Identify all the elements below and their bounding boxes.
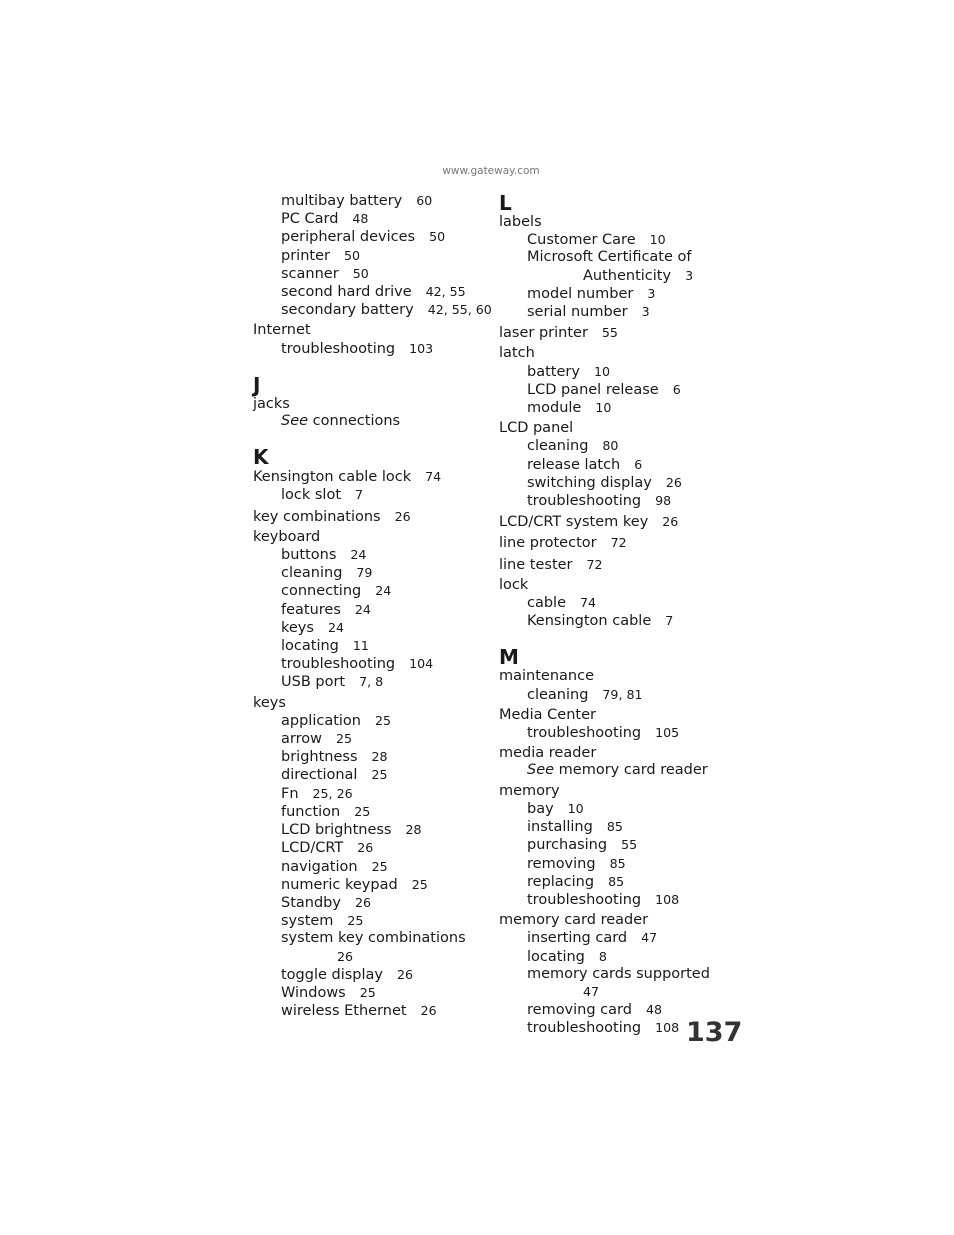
page-reference: 3 [641, 304, 650, 320]
index-subentry [499, 891, 739, 909]
entry-term: system [281, 913, 334, 930]
entry-term: cable [527, 595, 567, 612]
index-subentry [253, 821, 493, 839]
index-continuation [499, 267, 739, 285]
page-reference: 50 [429, 229, 446, 245]
page-reference: 24 [327, 619, 344, 635]
entry-term: peripheral devices [281, 229, 416, 246]
entry-term: printer [281, 247, 330, 264]
index-subentry [253, 340, 493, 358]
page-reference: 85 [608, 873, 625, 889]
entry-term: memory card reader [499, 912, 649, 929]
index-entry [253, 322, 493, 339]
page-reference: 25, 26 [312, 785, 353, 801]
index-subentry [253, 785, 493, 803]
index-subentry [499, 363, 739, 381]
index-column-right [499, 192, 739, 1038]
entry-term: arrow [281, 731, 322, 748]
page-reference: 25 [374, 712, 392, 728]
entry-term: troubleshooting [527, 1020, 642, 1037]
entry-term: system key combinations [281, 930, 466, 947]
page-reference: 25 [354, 803, 371, 819]
section-letter: K [253, 445, 269, 470]
page-reference: 10 [593, 363, 610, 379]
entry-term: keys [281, 619, 314, 636]
entry-term: locating [527, 948, 585, 965]
page-reference: 25 [371, 767, 388, 783]
index-subentry [253, 876, 493, 894]
index-subentry [253, 210, 493, 228]
index-subentry [499, 762, 739, 779]
page-reference: 3 [647, 285, 656, 301]
index-subentry [253, 247, 493, 265]
page-reference: 74 [580, 595, 597, 611]
index-entry [253, 695, 493, 712]
entry-term: troubleshooting [281, 656, 396, 673]
page-reference: 60 [416, 193, 433, 208]
index-subentry [253, 673, 493, 691]
page-reference: 50 [343, 247, 360, 263]
page-reference: 28 [405, 822, 422, 838]
entry-term: directional [281, 767, 358, 784]
index-subentry [499, 929, 739, 947]
entry-term: inserting card [527, 930, 628, 947]
index-subentry [253, 894, 493, 912]
page-reference: 6 [634, 456, 643, 472]
page-reference: 26 [354, 894, 371, 910]
entry-term: line tester [499, 556, 573, 573]
index-entry [499, 668, 739, 685]
entry-term: USB port [281, 674, 346, 691]
entry-term: Standby [281, 894, 341, 911]
index-entry [499, 707, 739, 724]
entry-term: keys [253, 694, 286, 711]
index-subentry [499, 873, 739, 891]
entry-term: LCD panel release [527, 381, 659, 398]
entry-term: memory card reader [558, 762, 708, 779]
index-subentry [253, 413, 493, 430]
entry-term: replacing [527, 873, 595, 890]
entry-term: cleaning [527, 686, 589, 703]
entry-term: function [281, 803, 341, 820]
entry-term: cleaning [281, 565, 343, 582]
page-reference: 28 [371, 749, 388, 765]
entry-term: laser printer [499, 325, 588, 342]
page-reference: 103 [409, 340, 434, 356]
index-subentry [499, 724, 739, 742]
entry-term: wireless Ethernet [281, 1003, 407, 1020]
index-subentry [253, 546, 493, 564]
index-entry [499, 783, 739, 800]
page-reference: 105 [655, 725, 680, 741]
entry-term: module [527, 400, 582, 417]
entry-term: labels [499, 214, 542, 230]
index-subentry [499, 612, 739, 630]
index-subentry [253, 1002, 493, 1020]
entry-term: keyboard [253, 528, 321, 545]
entry-term: Authenticity [583, 267, 672, 284]
index-subentry [499, 437, 739, 455]
entry-term: Kensington cable [527, 613, 652, 630]
entry-term: bay [527, 800, 554, 817]
index-subentry [253, 283, 493, 301]
entry-term: troubleshooting [527, 891, 642, 908]
entry-term: brightness [281, 749, 358, 766]
index-entry [499, 345, 739, 362]
entry-term: toggle display [281, 966, 384, 983]
index-subentry [499, 800, 739, 818]
index-continuation [499, 983, 739, 1001]
index-continuation [253, 948, 493, 966]
page-reference: 7, 8 [359, 674, 384, 690]
page-reference: 74 [425, 469, 442, 485]
index-entry [499, 577, 739, 594]
index-subentry [499, 474, 739, 492]
page-reference: 108 [655, 1020, 680, 1036]
page-reference: 26 [662, 514, 679, 530]
index-subentry [499, 855, 739, 873]
page-reference: 85 [609, 855, 626, 871]
page-reference: 26 [420, 1003, 437, 1019]
entry-term: connecting [281, 583, 362, 600]
index-column-left [253, 192, 493, 1020]
entry-term: Internet [253, 322, 311, 339]
entry-term: troubleshooting [281, 340, 396, 357]
page-reference: 79, 81 [602, 686, 643, 702]
entry-term: installing [527, 819, 593, 836]
index-subentry [499, 381, 739, 399]
index-subentry [253, 301, 493, 319]
index-subentry [499, 818, 739, 836]
entry-term: features [281, 601, 341, 618]
page-reference: 25 [335, 731, 352, 747]
entry-term: secondary battery [281, 302, 414, 319]
index-subentry [499, 492, 739, 510]
index-subentry [253, 192, 493, 210]
page-reference: 42, 55, 60 [427, 302, 492, 318]
page-reference: 7 [355, 487, 364, 503]
index-subentry [253, 619, 493, 637]
page-reference: 25 [347, 913, 364, 929]
section-letter: J [253, 372, 261, 397]
index-subentry [499, 456, 739, 474]
page-reference: 104 [409, 656, 434, 672]
page-reference: 47 [583, 983, 600, 999]
entry-term: removing [527, 855, 596, 872]
entry-term: key combinations [253, 508, 381, 525]
entry-term: switching display [527, 474, 652, 491]
entry-term: lock [499, 576, 529, 593]
entry-term: second hard drive [281, 284, 412, 301]
page-reference: 72 [610, 535, 627, 551]
page-reference: 10 [595, 400, 612, 416]
page-reference: 48 [645, 1002, 662, 1018]
entry-term: numeric keypad [281, 876, 398, 893]
entry-term: locating [281, 638, 339, 655]
entry-term: LCD/CRT [281, 840, 344, 857]
index-subentry [253, 912, 493, 930]
page-reference: 55 [601, 325, 618, 341]
index-subentry [499, 399, 739, 417]
entry-term: troubleshooting [527, 493, 642, 510]
page-reference: 42, 55 [425, 284, 466, 300]
index-entry [253, 468, 493, 486]
entry-term: memory cards supported [527, 965, 710, 982]
index-subentry [499, 231, 739, 249]
entry-term: model number [527, 285, 634, 302]
entry-term: Windows [281, 984, 346, 1001]
page-reference: 47 [641, 930, 658, 946]
page-reference: 98 [655, 493, 672, 509]
entry-term: media reader [499, 745, 597, 762]
index-entry [253, 396, 493, 413]
page-reference: 10 [567, 800, 584, 816]
entry-term: release latch [527, 456, 621, 473]
page-reference: 24 [350, 547, 367, 563]
entry-term: serial number [527, 304, 628, 321]
index-subentry [253, 712, 493, 730]
page-reference: 24 [375, 583, 392, 599]
index-subentry [253, 228, 493, 246]
entry-term: jacks [253, 395, 290, 412]
index-subentry [253, 601, 493, 619]
entry-term: application [281, 712, 361, 729]
index-subentry [499, 836, 739, 854]
page-reference: 55 [621, 837, 638, 853]
entry-term: line protector [499, 535, 597, 552]
index-subentry [253, 637, 493, 655]
index-entry [499, 912, 739, 929]
entry-term: removing card [527, 1002, 632, 1019]
index-entry [499, 214, 739, 231]
entry-term: multibay battery [281, 193, 403, 209]
index-subentry [253, 582, 493, 600]
see-reference-label: See [527, 762, 555, 779]
index-subentry [499, 686, 739, 704]
page-reference: 24 [354, 601, 371, 617]
index-subentry [253, 564, 493, 582]
entry-term: LCD/CRT system key [499, 514, 649, 531]
page-reference: 26 [394, 508, 411, 524]
entry-term: navigation [281, 858, 358, 875]
page-reference: 85 [606, 819, 623, 835]
page-reference: 26 [337, 948, 354, 964]
header-url: www.gateway.com [442, 165, 540, 177]
index-entry [499, 556, 739, 574]
index-subentry [253, 766, 493, 784]
index-entry [253, 508, 493, 526]
entry-term: maintenance [499, 668, 594, 685]
entry-term: lock slot [281, 487, 342, 504]
index-entry [499, 745, 739, 762]
index-entry [499, 513, 739, 531]
entry-term: connections [312, 413, 401, 430]
entry-term: PC Card [281, 211, 339, 228]
index-subentry [253, 984, 493, 1002]
index-subentry [499, 249, 739, 266]
page-reference: 26 [357, 840, 374, 856]
page-reference: 11 [352, 638, 369, 654]
entry-term: LCD panel [499, 420, 574, 437]
page-reference: 26 [397, 966, 414, 982]
entry-term: Customer Care [527, 232, 636, 249]
index-subentry [253, 655, 493, 673]
entry-term: scanner [281, 265, 339, 282]
index-subentry [253, 748, 493, 766]
entry-term: Microsoft Certificate of [527, 249, 692, 266]
page-reference: 25 [411, 876, 428, 892]
index-subentry [253, 930, 493, 947]
entry-term: troubleshooting [527, 725, 642, 742]
page-reference: 10 [649, 232, 666, 248]
index-subentry [499, 966, 739, 983]
entry-term: buttons [281, 547, 337, 564]
entry-term: cleaning [527, 438, 589, 455]
page-reference: 80 [602, 438, 619, 454]
page-number: 137 [686, 1017, 743, 1048]
section-letter: L [499, 191, 512, 215]
index-subentry [253, 803, 493, 821]
index-entry [253, 529, 493, 546]
entry-term: latch [499, 345, 535, 362]
page-reference: 72 [586, 556, 603, 572]
index-subentry [253, 858, 493, 876]
index-subentry [253, 966, 493, 984]
entry-term: Kensington cable lock [253, 469, 412, 486]
page-reference: 8 [598, 948, 607, 964]
index-subentry [499, 303, 739, 321]
index-subentry [499, 948, 739, 966]
index-entry [499, 420, 739, 437]
page-reference: 50 [352, 265, 369, 281]
page-reference: 79 [356, 565, 373, 581]
page-reference: 25 [359, 984, 376, 1000]
entry-term: memory [499, 782, 560, 799]
entry-term: LCD brightness [281, 822, 392, 839]
index-entry [499, 324, 739, 342]
section-letter: M [499, 645, 519, 670]
entry-term: Fn [281, 785, 299, 802]
entry-term: battery [527, 363, 580, 380]
index-entry [499, 534, 739, 552]
page-reference: 7 [665, 613, 674, 629]
index-subentry [253, 486, 493, 504]
page-reference: 6 [672, 381, 681, 397]
index-subentry [253, 265, 493, 283]
page-reference: 108 [655, 891, 680, 907]
entry-term: purchasing [527, 837, 608, 854]
see-reference-label: See [281, 413, 309, 430]
page-reference: 48 [352, 211, 369, 227]
page-reference: 26 [665, 474, 682, 490]
index-subentry [499, 594, 739, 612]
page-reference: 25 [371, 858, 388, 874]
index-subentry [253, 730, 493, 748]
entry-term: Media Center [499, 706, 596, 723]
index-subentry [253, 839, 493, 857]
page-reference: 3 [685, 267, 694, 283]
index-subentry [499, 285, 739, 303]
